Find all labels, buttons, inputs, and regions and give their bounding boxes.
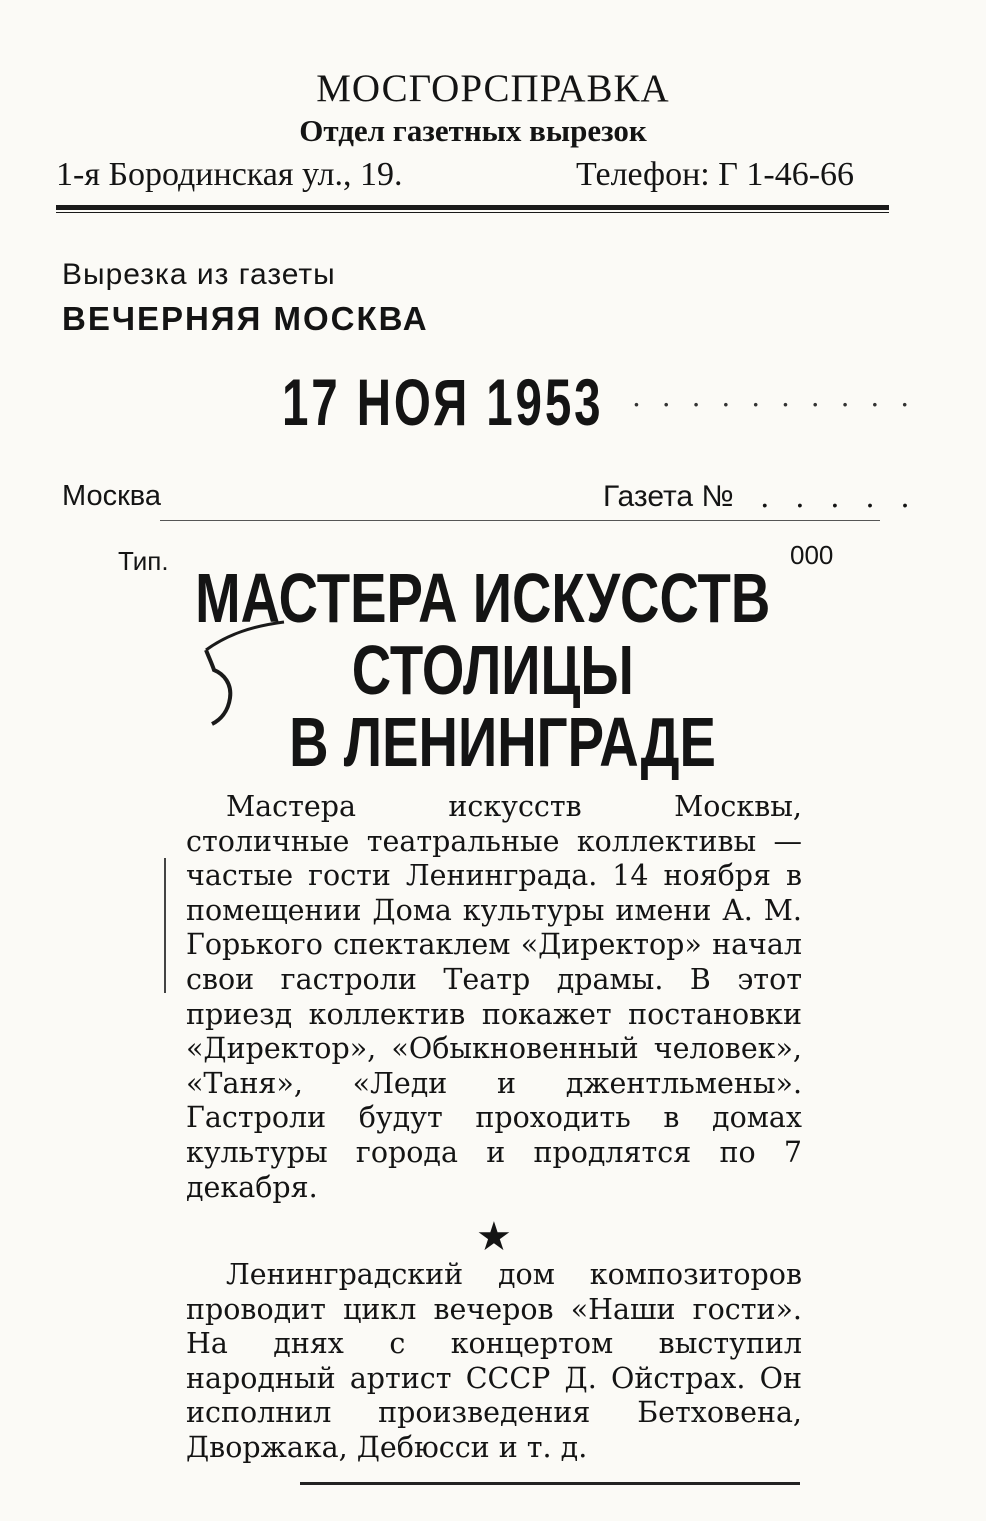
margin-mark [164,858,166,993]
headline-line-3-text: В ЛЕНИНГРАДЕ [289,703,717,781]
headline-line-2-text: СТОЛИЦЫ [351,631,635,709]
article-paragraph-1: Мастера искусств Москвы, столичные театральные коллективы — частые гости Ленинграда. 14 ноября в помещении Дома культуры имени А. М. Горького спектаклем «Директор» начал свои гастроли Театр драмы. В этот приезд коллектив покажет постановки «Директор», «Обыкновенный человек», «Таня», «Леди и джентльмены». Гастроли будут проходить в домах культуры города и продлятся по 7 декабря. [186,790,802,1204]
form-divider [160,520,880,521]
headline-line-3 [10,702,986,782]
headline-line-1 [0,558,976,638]
headline-line-2 [0,630,986,710]
clipping-source-label: Вырезка из газеты [62,258,336,291]
header-divider-thin [56,212,889,213]
city-label: Москва [62,480,162,512]
newspaper-name: ВЕЧЕРНЯЯ МОСКВА [62,300,429,337]
bottom-divider [300,1482,800,1485]
date-stamp: 17 НОЯ 1953 [282,365,604,439]
gazette-number-label: Газета № [603,480,734,513]
article-paragraph-2: Ленинградский дом композиторов проводит цикл вечеров «Наши гости». На днях с концертом выступил народный артист СССР Д. Ойстрах. Он исполнил произведения Бетховена, Дворжака, Дебюсси и т. д. [186,1258,802,1464]
circulation-value: 000 [790,540,834,570]
department-name: Отдел газетных вырезок [299,113,647,148]
star-separator-icon: ★ [476,1214,512,1260]
gazette-number-dots: . . . . . [760,480,918,515]
print-type-label: Тип. [118,546,169,576]
headline-line-1-text: МАСТЕРА ИСКУССТВ [195,559,771,637]
agency-phone: Телефон: Г 1-46-66 [576,156,855,193]
date-dots: . . . . . . . . . . [632,380,916,413]
agency-address: 1-я Бородинская ул., 19. [56,156,403,193]
header-divider [56,205,889,210]
handwritten-mark-icon [198,612,288,732]
agency-name: МОСГОРСПРАВКА [316,67,670,110]
